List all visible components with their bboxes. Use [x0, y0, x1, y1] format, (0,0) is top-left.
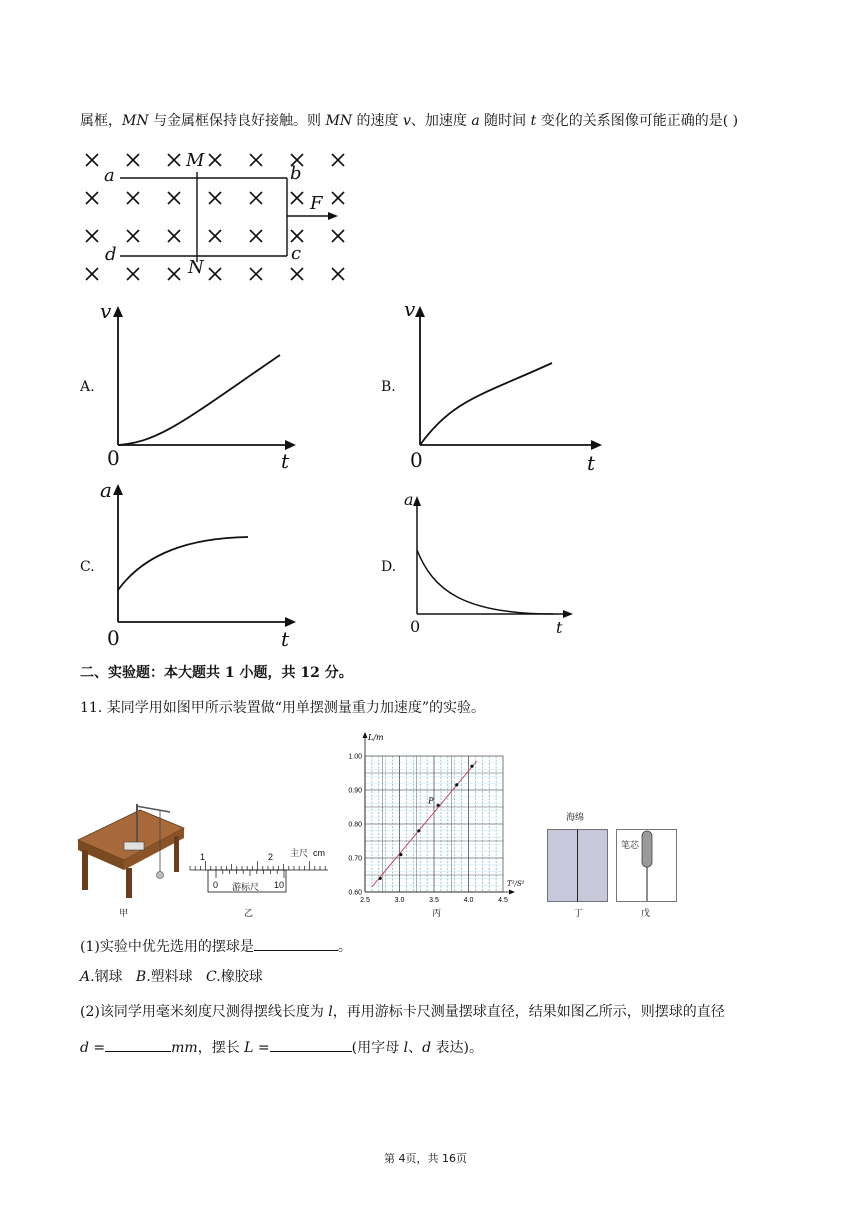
fig-yi-label: 乙 [244, 908, 254, 918]
label-b: b [290, 163, 302, 184]
field-cross-icon [250, 268, 262, 280]
field-cross-icon [209, 268, 221, 280]
option-A-graph [100, 300, 300, 470]
chart-y-tick-label: 0.90 [348, 787, 362, 795]
question-11-part-1: (1)实验中优先选用的摆球是 。 [80, 936, 352, 957]
answer-blank-length[interactable] [270, 1037, 352, 1052]
l-t2-chart [335, 728, 540, 918]
field-cross-icon [168, 268, 180, 280]
option-B-label: B. [381, 379, 396, 395]
field-cross-icon [250, 230, 262, 242]
caliper-vernier-10: 10 [274, 880, 285, 890]
field-cross-icon [332, 154, 344, 166]
chart-data-point [417, 829, 420, 832]
option-D-xlabel: t [556, 618, 563, 637]
field-cross-icon [86, 192, 98, 204]
field-cross-icon [332, 268, 344, 280]
field-cross-icon [291, 192, 303, 204]
question-11-choices: A.钢球 B.塑料球 C.橡胶球 [80, 969, 263, 985]
field-cross-icon [168, 192, 180, 204]
chart-x-tick-label: 4.5 [498, 897, 508, 904]
chart-x-tick-label: 2.5 [360, 897, 370, 904]
chart-y-tick-label: 1.00 [348, 753, 362, 761]
option-C-ylabel: a [100, 478, 112, 502]
answer-blank-diameter[interactable] [105, 1037, 171, 1052]
answer-blank-1[interactable] [254, 936, 338, 951]
question-11-stem: 11. 某同学用如图甲所示装置做“用单摆测量重力加速度”的实验。 [80, 700, 486, 716]
option-D-graph [403, 490, 578, 620]
field-cross-icon [250, 192, 262, 204]
field-cross-icon [250, 154, 262, 166]
option-B-ylabel: v [404, 297, 416, 321]
label-F: F [310, 193, 323, 214]
chart-x-tick-label: 3.0 [394, 897, 405, 904]
chart-x-arrow-icon [509, 890, 515, 895]
option-C-label: C. [80, 559, 95, 575]
option-A-ylabel: v [100, 299, 112, 323]
field-cross-icon [209, 154, 221, 166]
option-B-origin: 0 [410, 448, 423, 472]
chart-xlabel: T²/S² [507, 880, 525, 888]
field-cross-icon [332, 230, 344, 242]
option-C-xlabel: t [281, 627, 290, 651]
label-N: N [188, 257, 204, 278]
question-11-part-2-line2: d = mm，摆长 L = (用字母 l、d 表达)。 [80, 1037, 483, 1058]
chart-y-tick-label: 0.60 [348, 889, 362, 897]
field-cross-icon [168, 154, 180, 166]
field-cross-icon [127, 230, 139, 242]
option-D-ylabel: a [404, 490, 414, 509]
field-cross-icon [127, 268, 139, 280]
option-C-graph [100, 478, 300, 628]
option-C-origin: 0 [107, 626, 120, 650]
caliper-vernier-label: 游标尺 [232, 882, 260, 892]
label-M: M [186, 150, 205, 171]
chart-data-point [399, 853, 402, 856]
sponge-label: 海绵 [566, 812, 585, 822]
section-heading: 二、实验题：本大题共 1 小题，共 12 分。 [80, 665, 353, 681]
option-A-label: A. [80, 379, 95, 395]
sponge-figure [547, 829, 609, 903]
caliper-tick-1: 1 [200, 852, 206, 862]
field-cross-icon [332, 192, 344, 204]
field-cross-icon [86, 268, 98, 280]
field-cross-icon [127, 154, 139, 166]
field-cross-icon [291, 230, 303, 242]
fig-ding-label: 丁 [574, 908, 584, 918]
chart-x-tick-label: 4.0 [463, 897, 474, 904]
caliper-tick-2: 2 [268, 852, 274, 862]
field-cross-icon [168, 230, 180, 242]
question-10-stem: 属框，MN 与金属框保持良好接触。则 MN 的速度 v、加速度 a 随时间 t 变化的关系图像可能正确的是( ) [80, 113, 739, 129]
field-cross-icon [127, 192, 139, 204]
chart-ylabel: L/m [368, 733, 384, 742]
chart-y-tick-label: 0.80 [348, 821, 362, 829]
option-B-xlabel: t [587, 451, 596, 475]
pencore-label: 笔芯 [621, 840, 640, 850]
chart-x-tick-label: 3.5 [429, 897, 439, 904]
option-A-origin: 0 [107, 446, 120, 470]
page-footer: 第 4页，共 16页 [384, 1152, 467, 1165]
question-11-part-2-line1: (2)该同学用毫米刻度尺测得摆线长度为 l，再用游标卡尺测量摆球直径，结果如图乙所示，则摆球的直径 [80, 1004, 725, 1020]
field-cross-icon [209, 230, 221, 242]
chart-data-point [470, 765, 473, 768]
fig-bing-label: 丙 [432, 908, 442, 918]
label-c: c [291, 243, 302, 264]
option-A-xlabel: t [281, 449, 290, 473]
fig-wu-label: 戊 [641, 908, 651, 918]
field-cross-icon [291, 268, 303, 280]
fig-jia-label: 甲 [119, 908, 129, 918]
option-D-origin: 0 [410, 617, 421, 636]
chart-data-point [437, 804, 440, 807]
chart-y-tick-label: 0.70 [348, 855, 362, 863]
option-D-label: D. [381, 559, 397, 575]
option-B-graph [402, 300, 607, 470]
caliper-vernier-0: 0 [213, 880, 219, 890]
chart-data-point [379, 877, 382, 880]
table-pendulum-figure [78, 798, 188, 900]
chart-point-label: P [428, 796, 434, 806]
label-d: d [105, 244, 117, 265]
field-cross-icon [86, 154, 98, 166]
chart-data-point [455, 783, 458, 786]
field-cross-icon [86, 230, 98, 242]
field-cross-icon [209, 192, 221, 204]
magnetic-field-diagram [80, 148, 360, 288]
label-a: a [104, 165, 115, 186]
chart-y-arrow-icon [363, 732, 368, 738]
caliper-main-scale-label: 主尺 cm [290, 848, 326, 858]
